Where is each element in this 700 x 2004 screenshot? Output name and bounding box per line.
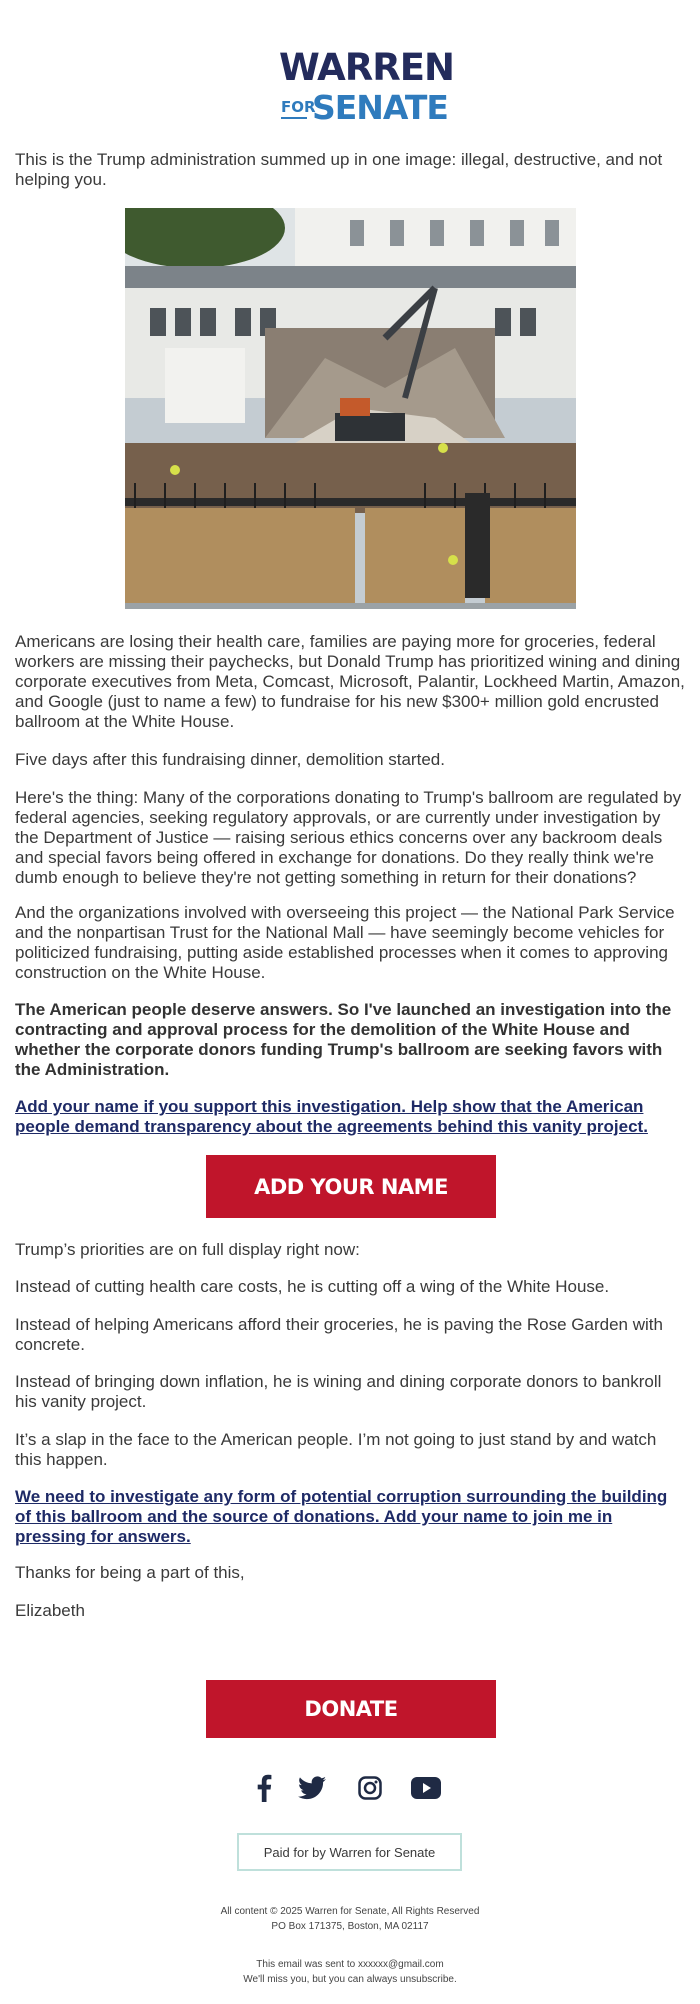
- paid-for-disclaimer: Paid for by Warren for Senate: [237, 1833, 462, 1871]
- address-text: PO Box 171375, Boston, MA 02117: [271, 1921, 429, 1932]
- paragraph-slap: It’s a slap in the face to the American people. I’m not going to just stand by and watch this happen.: [15, 1430, 657, 1469]
- paragraph-groceries: Instead of helping Americans afford their groceries, he is paving the Rose Garden with concrete.: [15, 1315, 663, 1354]
- unsubscribe-text[interactable]: We'll miss you, but you can always unsubscribe.: [243, 1974, 457, 1985]
- logo-senate-text: SENATE: [312, 88, 448, 127]
- facebook-icon[interactable]: [244, 1772, 284, 1804]
- signature: Elizabeth: [15, 1601, 85, 1620]
- warren-logo[interactable]: [279, 46, 455, 127]
- copyright-text: All content © 2025 Warren for Senate, All Rights Reserved: [220, 1906, 480, 1917]
- instagram-icon[interactable]: [350, 1772, 390, 1804]
- logo-warren-text: WARREN: [279, 46, 455, 89]
- white-house-demolition-photo: [125, 208, 576, 609]
- paragraph-priorities: Trump’s priorities are on full display right now:: [15, 1240, 360, 1259]
- logo-for-underline: [281, 117, 307, 119]
- donate-button[interactable]: DONATE: [206, 1680, 496, 1738]
- paragraph-demolition: Five days after this fundraising dinner, demolition started.: [15, 750, 445, 769]
- paragraph-investigation: The American people deserve answers. So I've launched an investigation into the contracting and approval process for the demolition of the White House and whether the corporate donors funding Trump's ballroom are seeking favors with the Administration.: [15, 1000, 672, 1079]
- paragraph-health-care: Americans are losing their health care, families are paying more for groceries, federal workers are missing their paychecks, but Donald Trump has prioritized wining and dining corporate executives from Meta, Comcast, Microsoft, Palantir, Lockheed Martin, Amazon, and Google (just to name a few) to fundraise for his new $300+ million gold encrusted ballroom at the White House.: [15, 632, 685, 731]
- sent-to-text: This email was sent to xxxxxx@gmail.com: [256, 1959, 444, 1970]
- paragraph-thanks: Thanks for being a part of this,: [15, 1563, 245, 1582]
- logo-bottom-row: [279, 88, 448, 127]
- add-name-link[interactable]: Add your name if you support this investigation. Help show that the American people demand transparency about the agreements behind this vanity project.: [15, 1097, 648, 1136]
- intro-paragraph: This is the Trump administration summed up in one image: illegal, destructive, and not helping you.: [15, 150, 663, 189]
- paragraph-health-costs: Instead of cutting health care costs, he is cutting off a wing of the White House.: [15, 1277, 610, 1296]
- paragraph-organizations: And the organizations involved with overseeing this project — the National Park Service and the nonpartisan Trust for the National Mall — have seemingly become vehicles for politicized fundraising, putting aside established processes when it comes to approving construction on the White House.: [15, 903, 675, 982]
- twitter-icon[interactable]: [292, 1772, 332, 1804]
- paragraph-inflation: Instead of bringing down inflation, he is wining and dining corporate donors to bankroll his vanity project.: [15, 1372, 662, 1411]
- youtube-icon[interactable]: [406, 1772, 446, 1804]
- paragraph-corporations: Here's the thing: Many of the corporations donating to Trump's ballroom are regulated by federal agencies, seeking regulatory approvals, or are currently under investigation by the Department of Justice — raising serious ethics concerns over any backroom deals and special favors being offered in exchange for donations. Do they really think we're dumb enough to believe they're not getting something in return for their donations?: [15, 788, 682, 887]
- investigate-corruption-link[interactable]: We need to investigate any form of potential corruption surrounding the building of this ballroom and the source of donations. Add your name to join me in pressing for answers.: [15, 1487, 668, 1546]
- add-your-name-button[interactable]: ADD YOUR NAME: [206, 1155, 496, 1218]
- logo-for-text: FOR: [281, 98, 316, 116]
